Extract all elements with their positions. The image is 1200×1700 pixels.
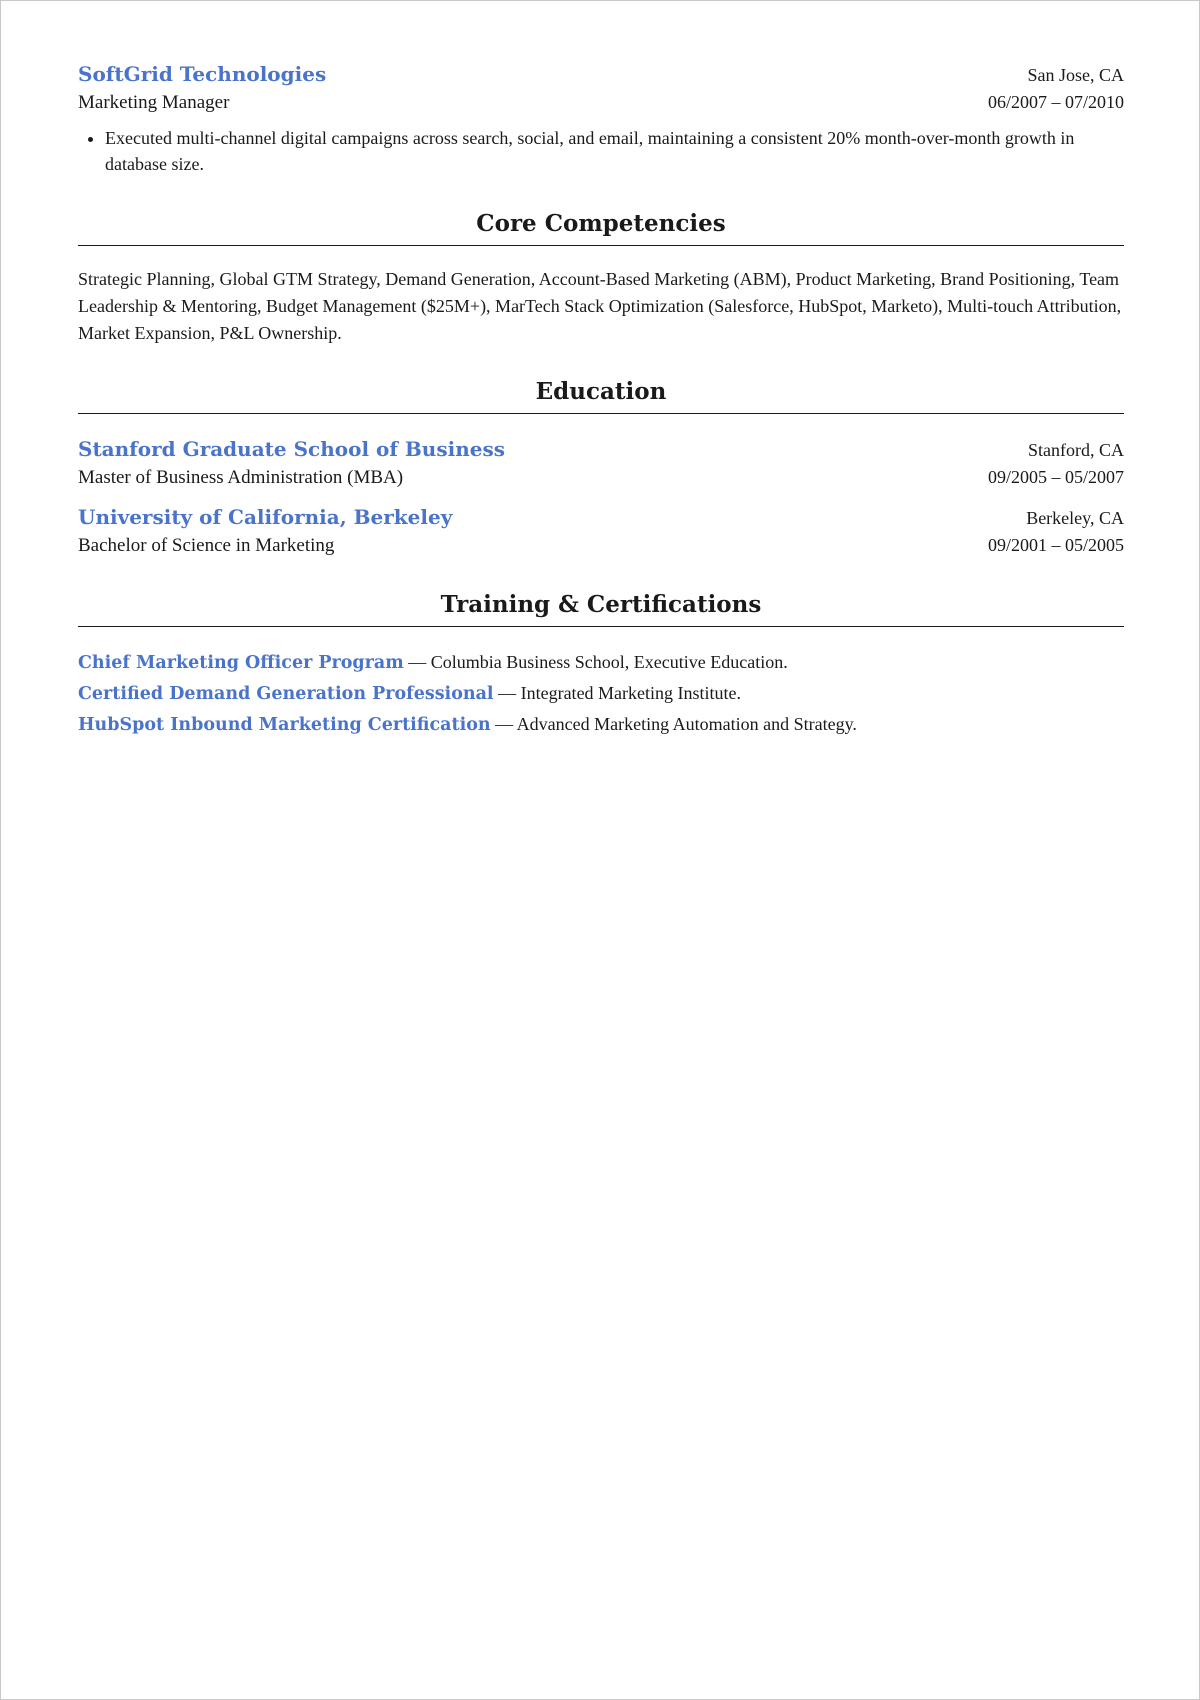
certification-detail: Columbia Business School, Executive Education. bbox=[430, 652, 788, 672]
certification-detail: Advanced Marketing Automation and Strategy. bbox=[516, 714, 857, 734]
experience-subheader bbox=[78, 90, 1124, 115]
education-entry bbox=[78, 502, 1124, 558]
section-heading-training-certifications: Training & Certifications bbox=[78, 590, 1124, 627]
company-location: San Jose, CA bbox=[1027, 65, 1124, 85]
school-location: Stanford, CA bbox=[1028, 440, 1124, 460]
certification-item bbox=[78, 647, 1124, 678]
section-heading-core-competencies: Core Competencies bbox=[78, 209, 1124, 246]
education-subheader bbox=[78, 533, 1124, 558]
education-dates: 09/2005 – 05/2007 bbox=[987, 467, 1124, 487]
certifications-list bbox=[78, 647, 1124, 740]
certification-name: HubSpot Inbound Marketing Certification bbox=[78, 715, 491, 735]
degree: Bachelor of Science in Marketing bbox=[78, 535, 335, 556]
company-name: SoftGrid Technologies bbox=[78, 62, 327, 86]
experience-header bbox=[78, 59, 1124, 90]
job-title: Marketing Manager bbox=[78, 92, 230, 113]
certification-item bbox=[78, 709, 1124, 740]
certification-detail: Integrated Marketing Institute. bbox=[520, 683, 742, 703]
education-list bbox=[78, 434, 1124, 558]
education-header bbox=[78, 502, 1124, 533]
section-heading-education: Education bbox=[78, 377, 1124, 414]
core-competencies-text: Strategic Planning, Global GTM Strategy, Demand Generation, Account-Based Marketing (ABM), Product Marketing, Brand Positioning, Team Leadership & Mentoring, Budget Management ($25M+), MarTech Stack Optimization (Salesforce, HubSpot, Marketo), Multi-touch Attribution, Market Expansion, P&L Ownership. bbox=[78, 269, 1122, 343]
education-header bbox=[78, 434, 1124, 465]
school-name: Stanford Graduate School of Business bbox=[78, 437, 505, 461]
experience-entry bbox=[78, 59, 1124, 177]
resume-content bbox=[78, 59, 1124, 740]
education-entry bbox=[78, 434, 1124, 490]
certification-item bbox=[78, 678, 1124, 709]
education-subheader bbox=[78, 465, 1124, 490]
certification-name: Certified Demand Generation Professional bbox=[78, 684, 494, 704]
certification-separator: — bbox=[490, 714, 517, 734]
experience-bullets bbox=[78, 125, 1124, 177]
school-name: University of California, Berkeley bbox=[78, 505, 453, 529]
education-dates: 09/2001 – 05/2005 bbox=[987, 535, 1124, 555]
school-location: Berkeley, CA bbox=[1026, 508, 1124, 528]
degree: Master of Business Administration (MBA) bbox=[78, 467, 404, 488]
certification-separator: — bbox=[403, 652, 431, 672]
certification-separator: — bbox=[493, 683, 521, 703]
experience-bullet: • Executed multi-channel digital campaigns across search, social, and email, maintaining a consistent 20% month-over-month growth in database size. bbox=[105, 125, 1124, 177]
job-dates: 06/2007 – 07/2010 bbox=[987, 92, 1124, 112]
certification-name: Chief Marketing Officer Program bbox=[78, 653, 404, 673]
